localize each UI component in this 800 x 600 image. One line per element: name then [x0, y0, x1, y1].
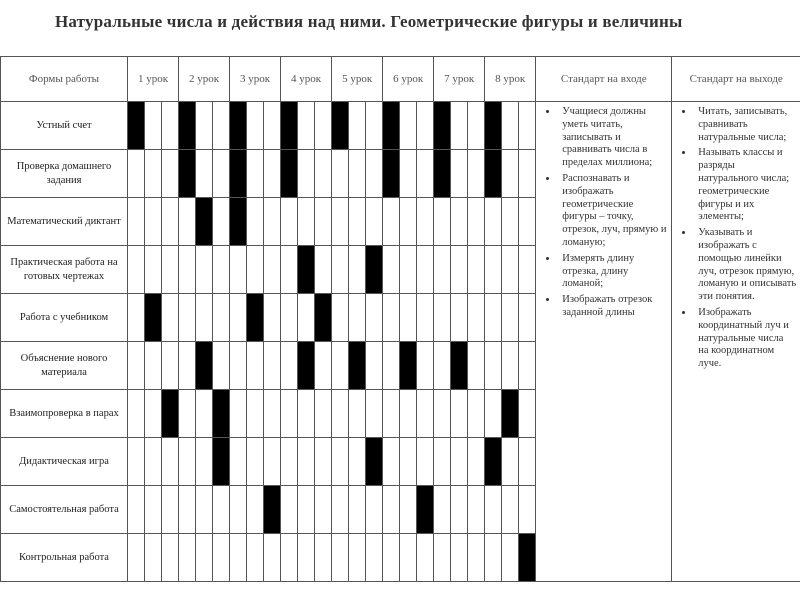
empty-cell: [247, 486, 264, 534]
empty-cell: [213, 294, 230, 342]
empty-cell: [349, 198, 366, 246]
empty-cell: [502, 294, 519, 342]
empty-cell: [315, 486, 332, 534]
empty-cell: [179, 246, 196, 294]
empty-cell: [264, 438, 281, 486]
header-lesson-5: 5 урок: [332, 57, 383, 102]
empty-cell: [485, 342, 502, 390]
empty-cell: [179, 534, 196, 582]
filled-cell: [247, 294, 264, 342]
empty-cell: [281, 198, 298, 246]
empty-cell: [179, 342, 196, 390]
filled-cell: [502, 390, 519, 438]
empty-cell: [315, 534, 332, 582]
empty-cell: [213, 534, 230, 582]
empty-cell: [468, 390, 485, 438]
empty-cell: [247, 438, 264, 486]
empty-cell: [281, 534, 298, 582]
empty-cell: [196, 102, 213, 150]
empty-cell: [315, 150, 332, 198]
empty-cell: [451, 102, 468, 150]
empty-cell: [179, 486, 196, 534]
empty-cell: [400, 486, 417, 534]
empty-cell: [519, 342, 536, 390]
table-row: [1, 102, 800, 150]
empty-cell: [179, 198, 196, 246]
row-label: Математический диктант: [1, 198, 128, 246]
empty-cell: [417, 246, 434, 294]
empty-cell: [213, 102, 230, 150]
empty-cell: [128, 534, 145, 582]
empty-cell: [128, 486, 145, 534]
empty-cell: [298, 438, 315, 486]
empty-cell: [417, 294, 434, 342]
empty-cell: [281, 294, 298, 342]
empty-cell: [281, 390, 298, 438]
empty-cell: [349, 102, 366, 150]
empty-cell: [179, 438, 196, 486]
empty-cell: [332, 390, 349, 438]
empty-cell: [315, 198, 332, 246]
filled-cell: [196, 342, 213, 390]
empty-cell: [247, 390, 264, 438]
empty-cell: [315, 390, 332, 438]
empty-cell: [230, 486, 247, 534]
empty-cell: [417, 390, 434, 438]
empty-cell: [230, 246, 247, 294]
filled-cell: [485, 150, 502, 198]
empty-cell: [400, 150, 417, 198]
empty-cell: [332, 150, 349, 198]
empty-cell: [128, 438, 145, 486]
empty-cell: [264, 198, 281, 246]
empty-cell: [128, 150, 145, 198]
empty-cell: [179, 390, 196, 438]
empty-cell: [264, 102, 281, 150]
empty-cell: [451, 438, 468, 486]
empty-cell: [230, 294, 247, 342]
standard-out-item: • Указывать и изображать с помощью линейки луч, отрезок прямую, ломаную и описывать эти понятия.: [694, 227, 796, 304]
empty-cell: [485, 486, 502, 534]
empty-cell: [298, 102, 315, 150]
empty-cell: [451, 150, 468, 198]
empty-cell: [366, 534, 383, 582]
header-lesson-4: 4 урок: [281, 57, 332, 102]
filled-cell: [230, 102, 247, 150]
empty-cell: [366, 294, 383, 342]
empty-cell: [383, 390, 400, 438]
standard-in-column: [536, 102, 672, 582]
filled-cell: [281, 150, 298, 198]
standard-in-list: [540, 106, 667, 320]
row-label: Устный счет: [1, 102, 128, 150]
filled-cell: [162, 390, 179, 438]
empty-cell: [162, 246, 179, 294]
empty-cell: [349, 438, 366, 486]
empty-cell: [383, 342, 400, 390]
empty-cell: [196, 534, 213, 582]
empty-cell: [145, 486, 162, 534]
empty-cell: [349, 294, 366, 342]
empty-cell: [519, 486, 536, 534]
empty-cell: [315, 102, 332, 150]
empty-cell: [400, 294, 417, 342]
filled-cell: [230, 198, 247, 246]
empty-cell: [485, 534, 502, 582]
empty-cell: [332, 534, 349, 582]
filled-cell: [519, 534, 536, 582]
empty-cell: [468, 246, 485, 294]
filled-cell: [383, 102, 400, 150]
empty-cell: [230, 438, 247, 486]
empty-cell: [519, 102, 536, 150]
filled-cell: [332, 102, 349, 150]
empty-cell: [162, 150, 179, 198]
empty-cell: [145, 438, 162, 486]
empty-cell: [281, 438, 298, 486]
header-standard-in: Стандарт на входе: [536, 57, 672, 102]
empty-cell: [332, 198, 349, 246]
empty-cell: [434, 390, 451, 438]
empty-cell: [298, 534, 315, 582]
standard-out-item: • Называть классы и разряды натурального числа; геометрические фигуры и их элементы;: [694, 147, 796, 224]
row-label: Объяснение нового материала: [1, 342, 128, 390]
filled-cell: [179, 102, 196, 150]
empty-cell: [349, 246, 366, 294]
empty-cell: [468, 342, 485, 390]
empty-cell: [247, 198, 264, 246]
row-label: Взаимопроверка в парах: [1, 390, 128, 438]
empty-cell: [383, 246, 400, 294]
empty-cell: [468, 486, 485, 534]
empty-cell: [213, 342, 230, 390]
empty-cell: [451, 390, 468, 438]
empty-cell: [196, 390, 213, 438]
header-lesson-2: 2 урок: [179, 57, 230, 102]
empty-cell: [468, 150, 485, 198]
empty-cell: [349, 534, 366, 582]
header-lesson-3: 3 урок: [230, 57, 281, 102]
filled-cell: [417, 486, 434, 534]
empty-cell: [264, 390, 281, 438]
filled-cell: [264, 486, 281, 534]
empty-cell: [519, 246, 536, 294]
filled-cell: [383, 150, 400, 198]
standard-in-item: • Измерять длину отрезка, длину ломаной;: [558, 253, 667, 291]
empty-cell: [332, 438, 349, 486]
empty-cell: [162, 438, 179, 486]
empty-cell: [213, 486, 230, 534]
empty-cell: [400, 246, 417, 294]
empty-cell: [349, 150, 366, 198]
empty-cell: [417, 438, 434, 486]
filled-cell: [400, 342, 417, 390]
empty-cell: [468, 294, 485, 342]
filled-cell: [434, 102, 451, 150]
header-forms: Формы работы: [1, 57, 128, 102]
empty-cell: [298, 486, 315, 534]
filled-cell: [213, 390, 230, 438]
empty-cell: [383, 486, 400, 534]
empty-cell: [230, 534, 247, 582]
empty-cell: [196, 246, 213, 294]
empty-cell: [298, 150, 315, 198]
empty-cell: [383, 294, 400, 342]
empty-cell: [264, 294, 281, 342]
empty-cell: [315, 438, 332, 486]
empty-cell: [247, 246, 264, 294]
empty-cell: [298, 198, 315, 246]
empty-cell: [196, 150, 213, 198]
empty-cell: [145, 150, 162, 198]
empty-cell: [162, 534, 179, 582]
empty-cell: [162, 294, 179, 342]
empty-cell: [264, 150, 281, 198]
row-label: Контрольная работа: [1, 534, 128, 582]
empty-cell: [434, 342, 451, 390]
empty-cell: [298, 390, 315, 438]
empty-cell: [179, 294, 196, 342]
empty-cell: [366, 390, 383, 438]
empty-cell: [315, 246, 332, 294]
filled-cell: [315, 294, 332, 342]
empty-cell: [485, 246, 502, 294]
empty-cell: [247, 534, 264, 582]
empty-cell: [383, 198, 400, 246]
row-label: Практическая работа на готовых чертежах: [1, 246, 128, 294]
filled-cell: [298, 246, 315, 294]
filled-cell: [485, 102, 502, 150]
row-label: Дидактическая игра: [1, 438, 128, 486]
empty-cell: [451, 198, 468, 246]
empty-cell: [485, 390, 502, 438]
empty-cell: [128, 390, 145, 438]
empty-cell: [128, 294, 145, 342]
empty-cell: [383, 534, 400, 582]
standard-out-item: • Читать, записывать, сравнивать натуральные числа;: [694, 106, 796, 144]
empty-cell: [128, 198, 145, 246]
empty-cell: [519, 390, 536, 438]
empty-cell: [128, 246, 145, 294]
empty-cell: [145, 198, 162, 246]
empty-cell: [434, 198, 451, 246]
header-lesson-8: 8 урок: [485, 57, 536, 102]
empty-cell: [502, 486, 519, 534]
row-label: Проверка домашнего задания: [1, 150, 128, 198]
empty-cell: [281, 246, 298, 294]
empty-cell: [332, 246, 349, 294]
empty-cell: [145, 246, 162, 294]
row-label: Самостоятельная работа: [1, 486, 128, 534]
empty-cell: [502, 342, 519, 390]
lesson-plan-table: [0, 56, 800, 582]
filled-cell: [230, 150, 247, 198]
empty-cell: [230, 342, 247, 390]
empty-cell: [502, 198, 519, 246]
empty-cell: [383, 438, 400, 486]
empty-cell: [332, 486, 349, 534]
filled-cell: [349, 342, 366, 390]
empty-cell: [502, 438, 519, 486]
empty-cell: [468, 198, 485, 246]
empty-cell: [230, 390, 247, 438]
empty-cell: [332, 342, 349, 390]
empty-cell: [366, 102, 383, 150]
row-label: Работа с учебником: [1, 294, 128, 342]
empty-cell: [128, 342, 145, 390]
empty-cell: [349, 486, 366, 534]
empty-cell: [451, 534, 468, 582]
empty-cell: [417, 102, 434, 150]
filled-cell: [366, 438, 383, 486]
empty-cell: [434, 438, 451, 486]
filled-cell: [281, 102, 298, 150]
empty-cell: [400, 534, 417, 582]
filled-cell: [128, 102, 145, 150]
empty-cell: [451, 486, 468, 534]
empty-cell: [298, 294, 315, 342]
standard-out-list: [676, 106, 796, 371]
empty-cell: [162, 198, 179, 246]
empty-cell: [213, 150, 230, 198]
empty-cell: [468, 438, 485, 486]
standard-in-item: • Изображать отрезок заданной длины: [558, 294, 667, 320]
empty-cell: [417, 342, 434, 390]
empty-cell: [264, 246, 281, 294]
empty-cell: [434, 486, 451, 534]
standard-in-item: • Распознавать и изображать геометрические фигуры – точку, отрезок, луч, прямую и ломаную;: [558, 173, 667, 250]
empty-cell: [162, 102, 179, 150]
empty-cell: [468, 102, 485, 150]
filled-cell: [145, 294, 162, 342]
empty-cell: [468, 534, 485, 582]
header-lesson-7: 7 урок: [434, 57, 485, 102]
empty-cell: [434, 534, 451, 582]
empty-cell: [502, 150, 519, 198]
empty-cell: [502, 534, 519, 582]
empty-cell: [145, 342, 162, 390]
empty-cell: [400, 198, 417, 246]
empty-cell: [400, 438, 417, 486]
empty-cell: [485, 294, 502, 342]
empty-cell: [196, 486, 213, 534]
filled-cell: [196, 198, 213, 246]
empty-cell: [145, 390, 162, 438]
empty-cell: [519, 198, 536, 246]
filled-cell: [179, 150, 196, 198]
header-lesson-6: 6 урок: [383, 57, 434, 102]
empty-cell: [366, 486, 383, 534]
empty-cell: [247, 102, 264, 150]
empty-cell: [417, 534, 434, 582]
filled-cell: [485, 438, 502, 486]
filled-cell: [434, 150, 451, 198]
empty-cell: [519, 150, 536, 198]
header-standard-out: Стандарт на выходе: [672, 57, 800, 102]
empty-cell: [196, 294, 213, 342]
empty-cell: [145, 534, 162, 582]
empty-cell: [400, 102, 417, 150]
empty-cell: [519, 438, 536, 486]
empty-cell: [162, 342, 179, 390]
empty-cell: [502, 246, 519, 294]
empty-cell: [400, 390, 417, 438]
empty-cell: [366, 198, 383, 246]
empty-cell: [519, 294, 536, 342]
empty-cell: [281, 342, 298, 390]
empty-cell: [434, 294, 451, 342]
empty-cell: [417, 198, 434, 246]
standard-in-item: • Учащиеся должны уметь читать, записывать и сравнивать числа в пределах миллиона;: [558, 106, 667, 170]
empty-cell: [213, 246, 230, 294]
empty-cell: [264, 342, 281, 390]
empty-cell: [281, 486, 298, 534]
empty-cell: [332, 294, 349, 342]
empty-cell: [196, 438, 213, 486]
filled-cell: [298, 342, 315, 390]
empty-cell: [349, 390, 366, 438]
empty-cell: [366, 342, 383, 390]
standard-out-item: • Изображать координатный луч и натуральные числа на координатном луче.: [694, 307, 796, 371]
header-lesson-1: 1 урок: [128, 57, 179, 102]
empty-cell: [315, 342, 332, 390]
empty-cell: [247, 150, 264, 198]
empty-cell: [451, 246, 468, 294]
empty-cell: [145, 102, 162, 150]
standard-out-column: [672, 102, 800, 582]
empty-cell: [434, 246, 451, 294]
empty-cell: [264, 534, 281, 582]
empty-cell: [213, 198, 230, 246]
empty-cell: [366, 150, 383, 198]
empty-cell: [417, 150, 434, 198]
filled-cell: [213, 438, 230, 486]
empty-cell: [162, 486, 179, 534]
filled-cell: [451, 342, 468, 390]
lesson-plan-table-wrap: [0, 56, 800, 584]
page-title: Натуральные числа и действия над ними. Геометрические фигуры и величины: [55, 12, 683, 31]
filled-cell: [366, 246, 383, 294]
empty-cell: [485, 198, 502, 246]
empty-cell: [247, 342, 264, 390]
empty-cell: [502, 102, 519, 150]
empty-cell: [451, 294, 468, 342]
